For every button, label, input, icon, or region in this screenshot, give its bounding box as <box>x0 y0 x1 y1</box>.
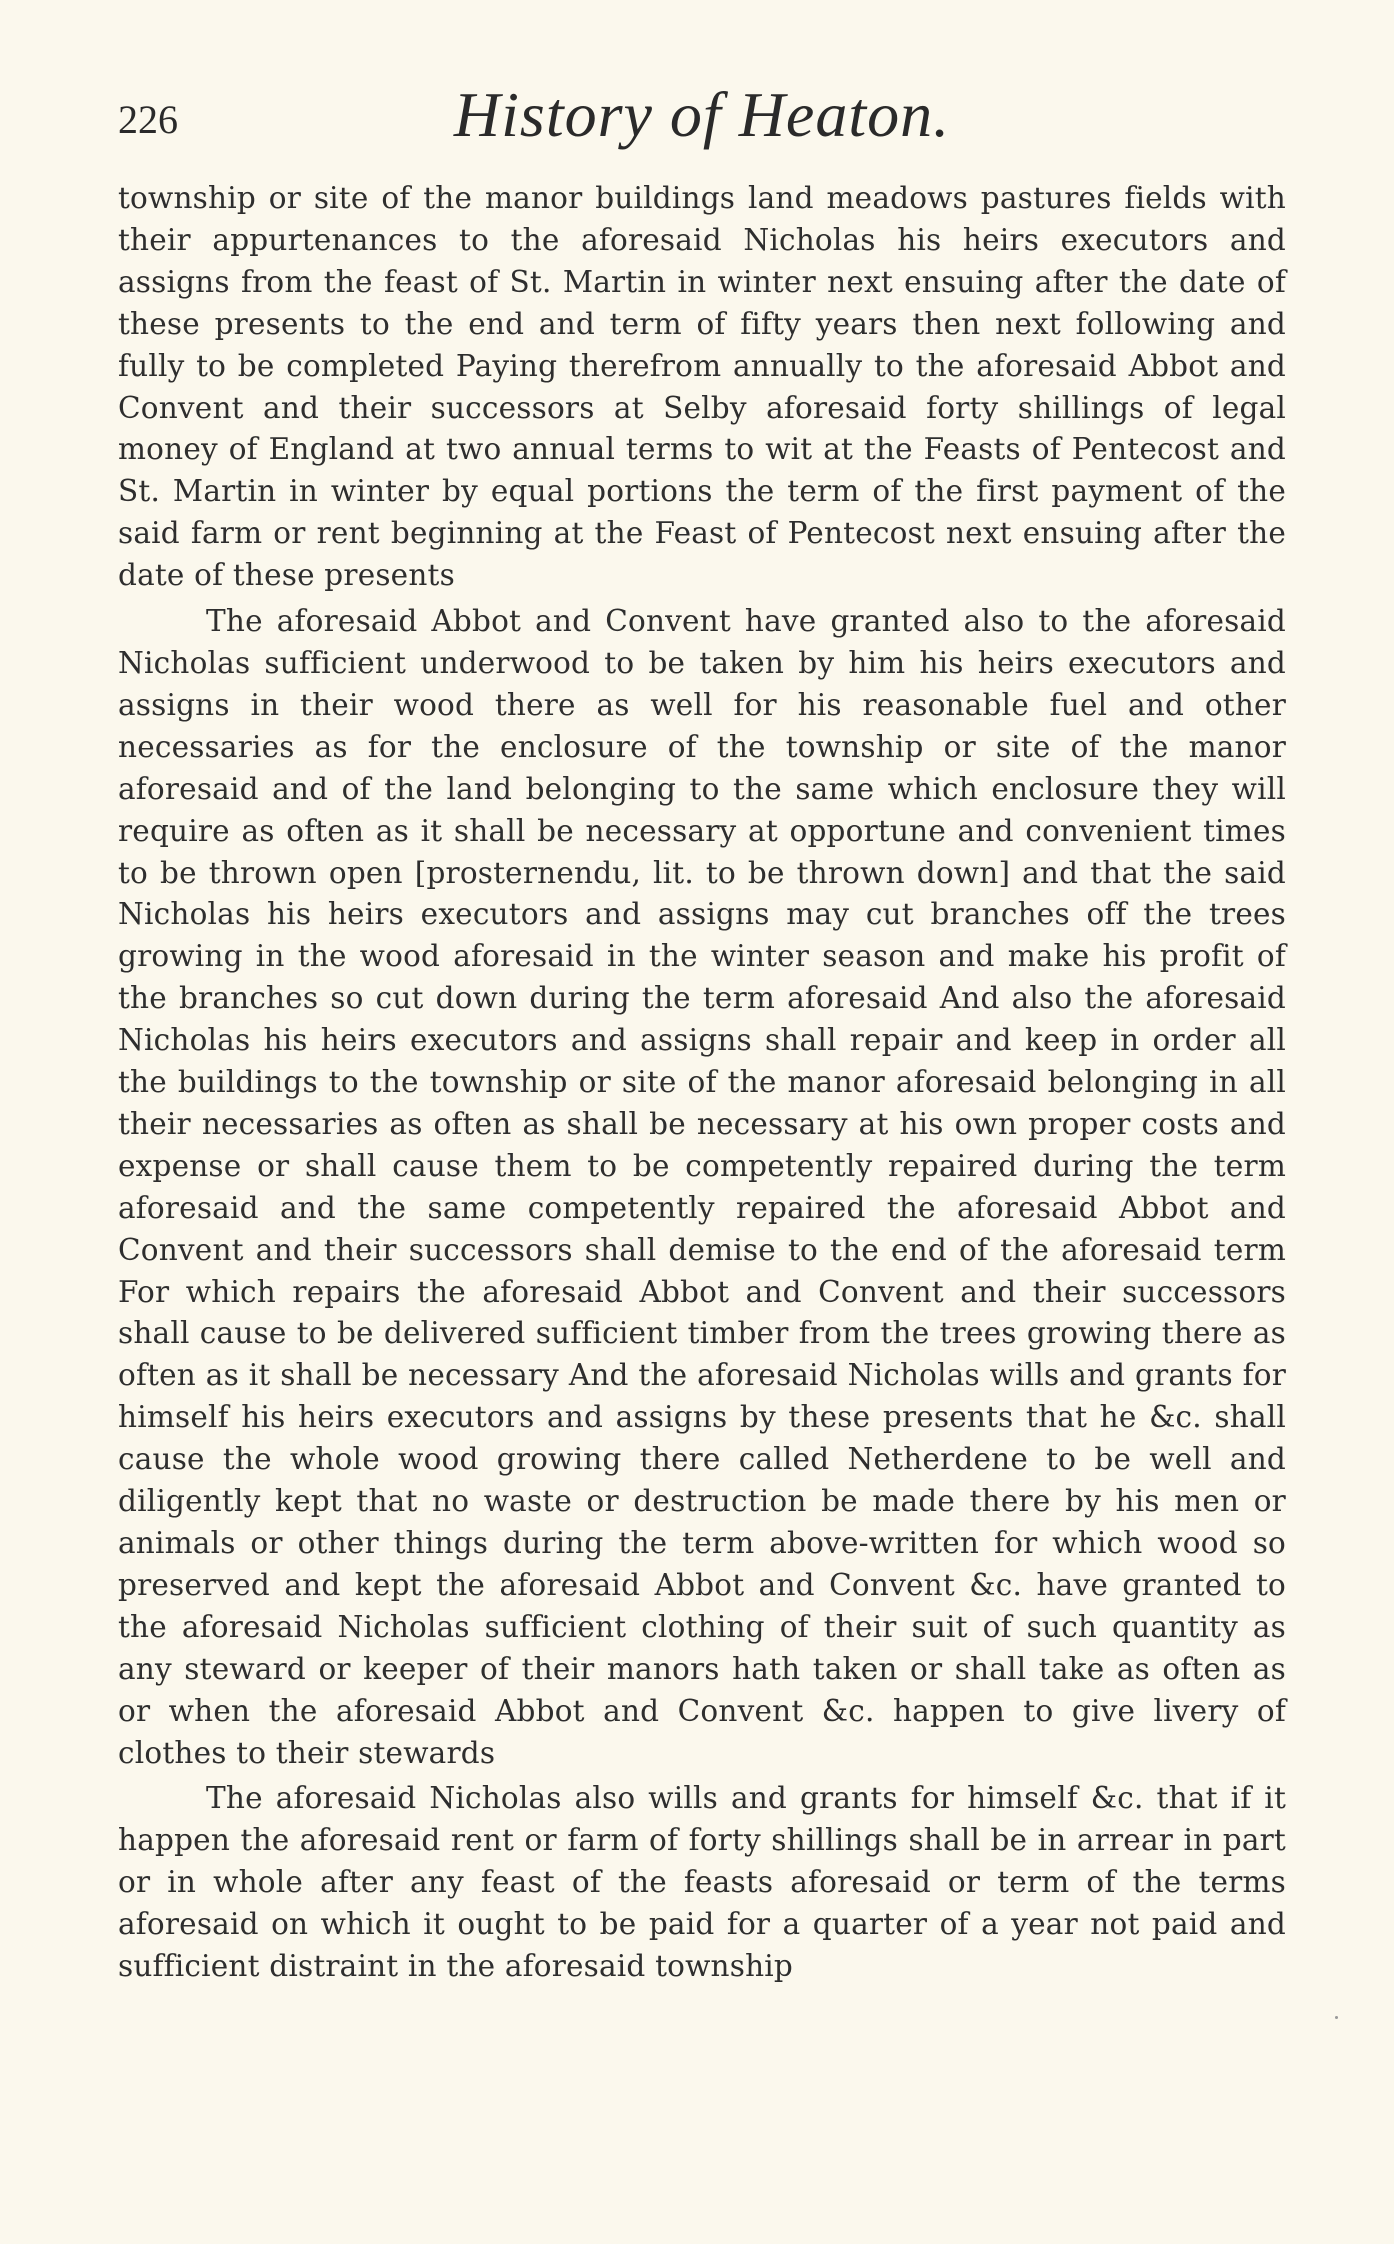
paragraph-3: The aforesaid Nicholas also wills and grants for himself &c. that if it happen the aforesaid rent or farm of forty shillings shall be in arrear in part or in whole after any feast of the feasts aforesaid or term of the terms aforesaid on which it ought to be paid for a quarter of a year not paid and sufficient distraint in the aforesaid township <box>118 1781 1286 1984</box>
stray-ink-mark <box>1335 2016 1338 2019</box>
page-number: 226 <box>118 97 178 142</box>
running-title: History of Heaton. <box>453 79 951 150</box>
page-header <box>118 78 1286 168</box>
body-text <box>118 178 1286 1992</box>
paragraph-2: The aforesaid Abbot and Convent have granted also to the aforesaid Nicholas sufficient underwood to be taken by him his heirs executors and assigns in their wood there as well for his reasonable fuel and other necessaries as for the enclosure of the township or site of the manor aforesaid and of the land belonging to the same which enclosure they will require as often as it shall be necessary at opportune and convenient times to be thrown open [prosternendu, lit. to be thrown down] and that the said Nicholas his heirs executors and assigns may cut branches off the trees growing in the wood aforesaid in the winter season and make his profit of the branches so cut down during the term aforesaid And also the aforesaid Nicholas his heirs executors and assigns shall repair and keep in order all the buildings to the township or site of the manor aforesaid belonging in all their necessaries as often as shall be necessary at his own proper costs and expense or shall cause them to be competently repaired during the term aforesaid and the same competently repaired the aforesaid Abbot and Convent and their successors shall demise to the end of the aforesaid term For which repairs the aforesaid Abbot and Convent and their successors shall cause to be delivered sufficient timber from the trees growing there as often as it shall be necessary And the aforesaid Nicholas wills and grants for himself his heirs executors and assigns by these presents that he &c. shall cause the whole wood growing there called Netherdene to be well and diligently kept that no waste or destruction be made there by his men or animals or other things during the term above-written for which wood so preserved and kept the aforesaid Abbot and Convent &c. have granted to the aforesaid Nicholas sufficient clothing of their suit of such quantity as any steward or keeper of their manors hath taken or shall take as often as or when the aforesaid Abbot and Convent &c. happen to give livery of clothes to their stewards <box>118 604 1286 1770</box>
paragraph-1: township or site of the manor buildings land meadows pastures fields with their appurtenances to the aforesaid Nicholas his heirs executors and assigns from the feast of St. Martin in winter next ensuing after the date of these presents to the end and term of fifty years then next following and fully to be completed Paying therefrom annually to the aforesaid Abbot and Convent and their successors at Selby aforesaid forty shillings of legal money of England at two annual terms to wit at the Feasts of Pentecost and St. Martin in winter by equal portions the term of the first payment of the said farm or rent beginning at the Feast of Pentecost next ensuing after the date of these presents <box>118 181 1286 593</box>
